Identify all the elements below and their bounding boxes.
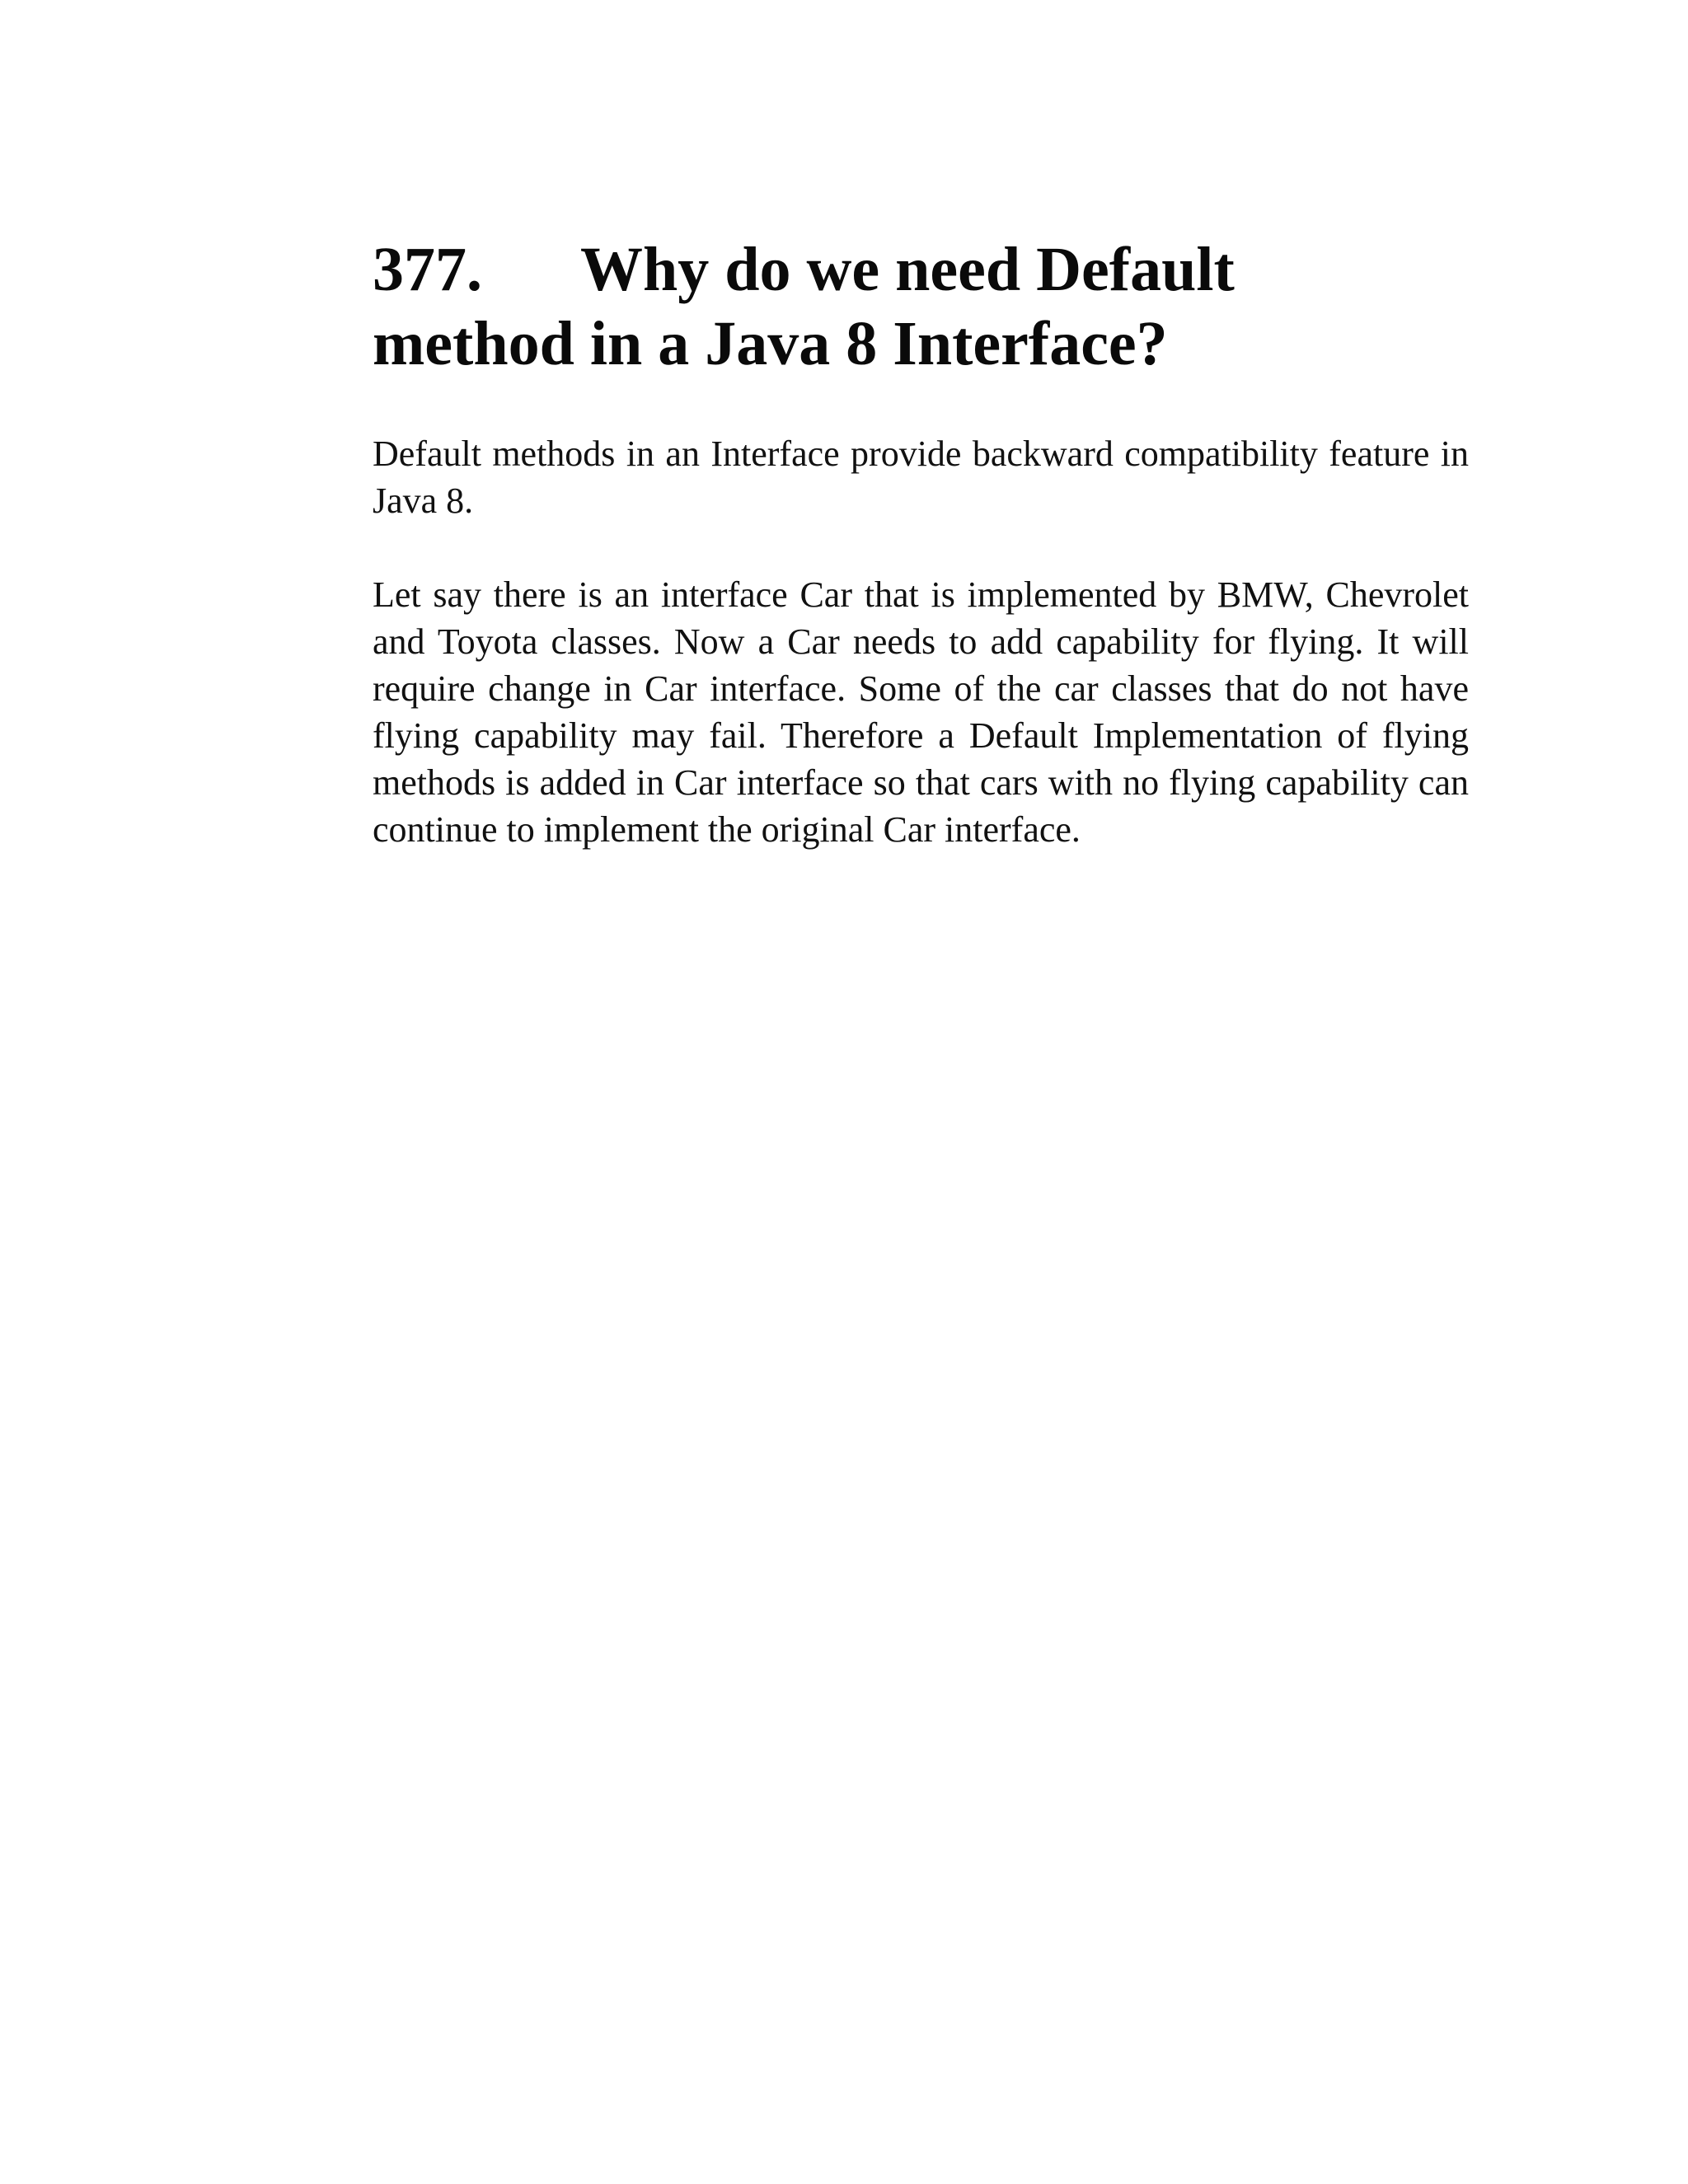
question-title-line-2: method in a Java 8 Interface? [373, 309, 1168, 378]
question-number: 377. [373, 235, 482, 304]
answer-paragraph-1: Default methods in an Interface provide backward compatibility feature in Java 8. [373, 434, 1469, 521]
question-heading [373, 232, 1469, 381]
page-content [373, 232, 1469, 853]
answer-paragraph-2: Let say there is an interface Car that is implemented by BMW, Chevrolet and Toyota classes. Now a Car needs to add capability for flying. It will require change in Car interface. Some of the car classes that do not have flying capability may fail. Therefore a Default Implementation of flying methods is added in Car interface so that cars with no flying capability can continue to implement the original Car interface. [373, 574, 1469, 850]
question-title-line-1: Why do we need Default [580, 235, 1235, 304]
